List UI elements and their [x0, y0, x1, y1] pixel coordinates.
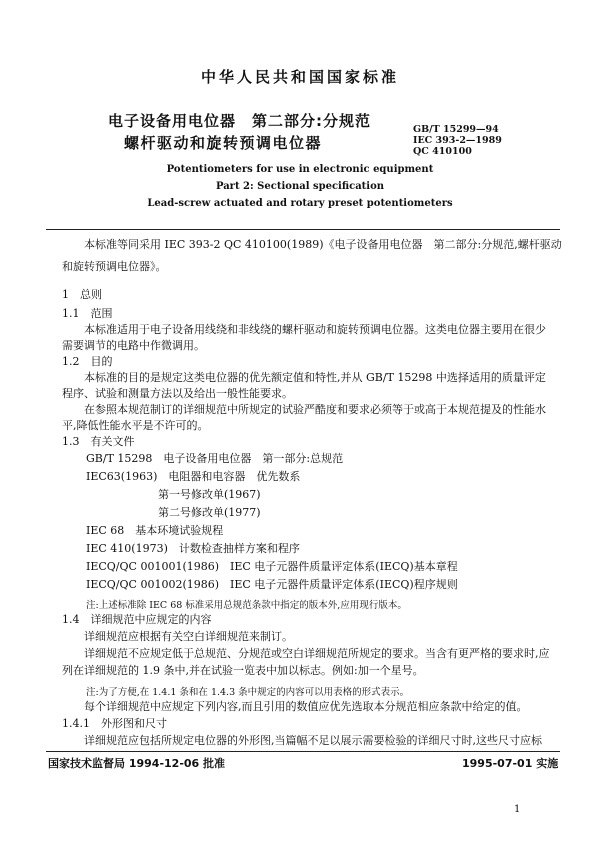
section-1-2-text3: 在参照本规范制订的详细规范中所规定的试验严酷度和要求必须等于或高于本规范提及的性能水	[84, 403, 546, 416]
section-1-1-text2: 需要调节的电路中作微调用。	[62, 339, 205, 352]
section-1-4-1-text: 详细规范应包括所规定电位器的外形图,当篇幅不足以展示需要检验的详细尺寸时,这些尺寸应标	[84, 734, 542, 747]
section-1-4-1-heading: 1.4.1 外形图和尺寸	[62, 717, 167, 730]
section-1-2-text1: 本标准的目的是规定这类电位器的优先额定值和特性,并从 GB/T 15298 中选择适用的质量评定	[84, 371, 546, 384]
section-1-1-heading: 1.1 范围	[62, 307, 113, 320]
ref-iec-63-amend2: 第二号修改单(1977)	[158, 506, 261, 519]
section-1-4-text4: 每个详细规范中应规定下列内容,而且引用的数值应优先选取本分规范相应条款中给定的值。	[84, 700, 528, 713]
ref-iec-410: IEC 410(1973) 计数检查抽样方案和程序	[86, 542, 300, 555]
ref-iecq-001001: IECQ/QC 001001(1986) IEC 电子元器件质量评定体系(IECQ)基本章程	[86, 560, 458, 573]
section-1-2-heading: 1.2 目的	[62, 355, 113, 368]
section-1-2-text4: 平,降低性能水平是不许可的。	[62, 419, 209, 432]
national-standard-heading: 中华人民共和国国家标准	[200, 68, 399, 86]
header-divider	[46, 229, 560, 230]
section-1-1-text1: 本标准适用于电子设备用线绕和非线绕的螺杆驱动和旋转预调电位器。这类电位器主要用在很少	[84, 323, 546, 336]
section-1-4-text3: 列在详细规范的 1.9 条中,并在试验一览表中加以标志。例如:加一个星号。	[62, 664, 424, 677]
section-1-4-heading: 1.4 详细规范中应规定的内容	[62, 613, 212, 626]
title-en-line2: Part 2: Sectional specification	[215, 181, 385, 192]
gb-code: GB/T 15299—94	[413, 124, 499, 135]
ref-gb-15298: GB/T 15298 电子设备用电位器 第一部分:总规范	[86, 452, 344, 465]
standard-codes	[413, 124, 502, 157]
ref-iec-68: IEC 68 基本环境试验规程	[86, 524, 224, 537]
title-en-line1: Potentiometers for use in electronic equipment	[166, 164, 434, 175]
title-cn-line1: 电子设备用电位器 第二部分:分规范	[108, 112, 372, 130]
note-2: 注:为了方便,在 1.4.1 条和在 1.4.3 条中规定的内容可以用表格的形式表示。	[86, 687, 410, 698]
intro-line1: 本标准等同采用 IEC 393-2 QC 410100(1989)《电子设备用电位器 第二部分:分规范,螺杆驱动	[84, 238, 562, 251]
section-1-2-text2: 程序、试验和测量方法以及给出一般性能要求。	[62, 387, 293, 400]
implementation-date: 1995-07-01 实施	[462, 757, 559, 770]
qc-code: QC 410100	[413, 146, 472, 157]
section-1-4-text1: 详细规范应根据有关空白详细规范来制订。	[84, 630, 293, 643]
section-1-3-heading: 1.3 有关文件	[62, 435, 135, 448]
title-en-line3: Lead-screw actuated and rotary preset potentiometers	[147, 198, 453, 209]
title-cn-line2: 螺杆驱动和旋转预调电位器	[124, 134, 323, 152]
ref-iec-63: IEC63(1963) 电阻器和电容器 优先数系	[86, 470, 301, 483]
approval-date: 国家技术监督局 1994-12-06 批准	[48, 757, 226, 770]
ref-iecq-001002: IECQ/QC 001002(1986) IEC 电子元器件质量评定体系(IECQ)程序规则	[86, 578, 458, 591]
note-1: 注:上述标准除 IEC 68 标准采用总规范条款中指定的版本外,应用现行版本。	[86, 600, 407, 611]
page-number: 1	[514, 804, 521, 815]
iec-code: IEC 393-2—1989	[413, 135, 502, 146]
ref-iec-63-amend1: 第一号修改单(1967)	[158, 488, 261, 501]
section-1-4-text2: 详细规范不应规定低于总规范、分规范或空白详细规范所规定的要求。当含有更严格的要求时,应	[84, 647, 550, 660]
footer-divider	[46, 751, 560, 752]
intro-line2: 和旋转预调电位器》。	[62, 260, 167, 273]
section-1-heading: 1 总则	[62, 288, 102, 301]
